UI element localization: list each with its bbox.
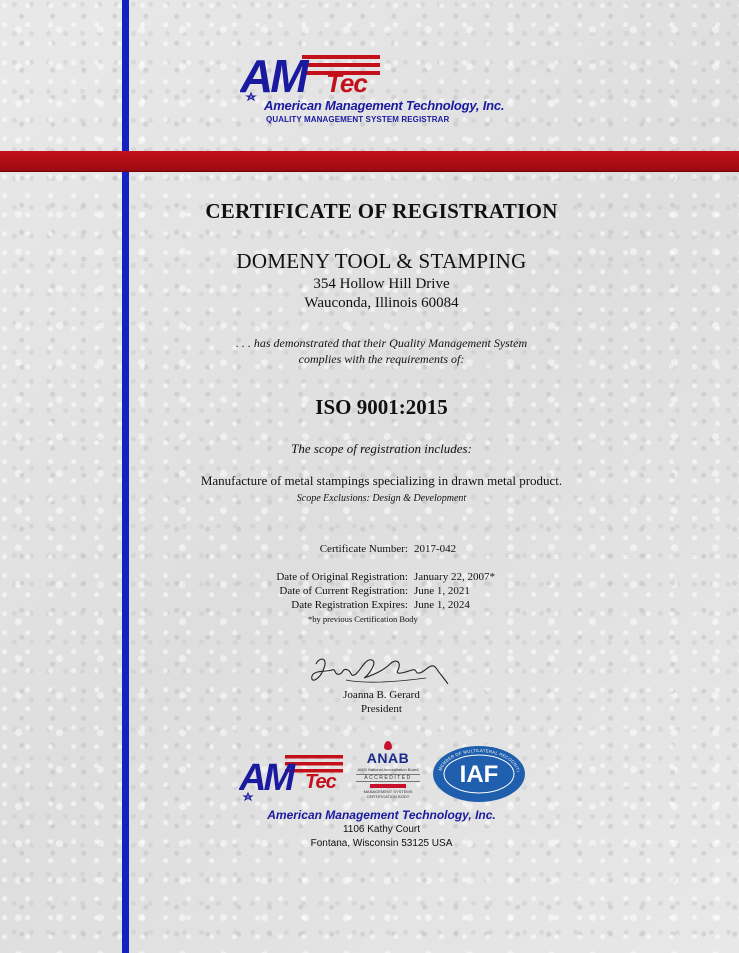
statement-line2: complies with the requirements of: (298, 352, 465, 366)
anab-accredited: ACCREDITED (356, 774, 420, 782)
iaf-logo (431, 744, 527, 804)
anab-word: ANAB (366, 750, 410, 766)
footnote: *by previous Certification Body (308, 614, 418, 624)
detail-label: Date of Original Registration: (276, 571, 408, 583)
footer-address-line2: Fontana, Wisconsin 53125 USA (310, 838, 453, 849)
anab-subtitle: ANSI National Accreditation Board (357, 767, 419, 772)
svg-text:Tec: Tec (305, 771, 336, 793)
header-logo (240, 52, 510, 128)
organization-address-line2: Wauconda, Illinois 60084 (304, 295, 459, 311)
statement-line1: . . . has demonstrated that their Quality Management System (235, 336, 528, 350)
svg-text:Tec: Tec (326, 68, 367, 98)
detail-label: Date Registration Expires: (291, 599, 408, 611)
signatory-title: President (361, 703, 402, 715)
anab-red-bar (370, 784, 406, 788)
footer-address-line1: 1106 Kathy Court (342, 824, 421, 835)
flame-icon (384, 741, 392, 750)
iaf-ring-text: MEMBER OF MULTILATERAL RECOGNITI (437, 747, 521, 773)
signatory-name: Joanna B. Gerard (343, 689, 420, 701)
detail-row-original-registration (0, 571, 739, 585)
detail-row-current-registration (0, 585, 739, 599)
amtec-logo-mark (240, 52, 390, 102)
detail-label: Certificate Number: (319, 543, 408, 555)
organization-name: DOMENY TOOL & STAMPING (236, 249, 527, 273)
footer-amtec-logo (239, 752, 347, 802)
scope-exclusions: Scope Exclusions: Design & Development (296, 493, 467, 504)
organization-address-line1: 354 Hollow Hill Drive (313, 276, 450, 292)
detail-value: January 22, 2007* (414, 571, 495, 583)
svg-text:AM: AM (239, 757, 293, 799)
anab-ms-line1: MANAGEMENT SYSTEMS (363, 789, 413, 794)
header-registrar-tagline: QUALITY MANAGEMENT SYSTEM REGISTRAR (266, 115, 450, 124)
detail-row-certificate-number (0, 543, 739, 557)
svg-text:AM: AM (240, 52, 306, 102)
detail-row-expiration (0, 599, 739, 613)
detail-value: 2017-042 (414, 543, 457, 555)
footer-company-name: American Management Technology, Inc. (267, 808, 496, 822)
detail-value: June 1, 2021 (414, 585, 470, 597)
header-red-band (0, 151, 739, 172)
scope-intro: The scope of registration includes: (291, 441, 472, 456)
detail-label: Date of Current Registration: (279, 585, 408, 597)
standard-name: ISO 9001:2015 (315, 395, 448, 419)
anab-ms-line2: CERTIFICATION BODY (366, 794, 410, 799)
anab-accreditation-badge (352, 741, 424, 801)
scope-text: Manufacture of metal stampings specializing in drawn metal product. (200, 473, 563, 488)
iaf-word: IAF (459, 761, 499, 788)
header-company-name: American Management Technology, Inc. (264, 98, 505, 113)
certificate-title: CERTIFICATE OF REGISTRATION (205, 199, 558, 223)
detail-value: June 1, 2024 (414, 599, 470, 611)
